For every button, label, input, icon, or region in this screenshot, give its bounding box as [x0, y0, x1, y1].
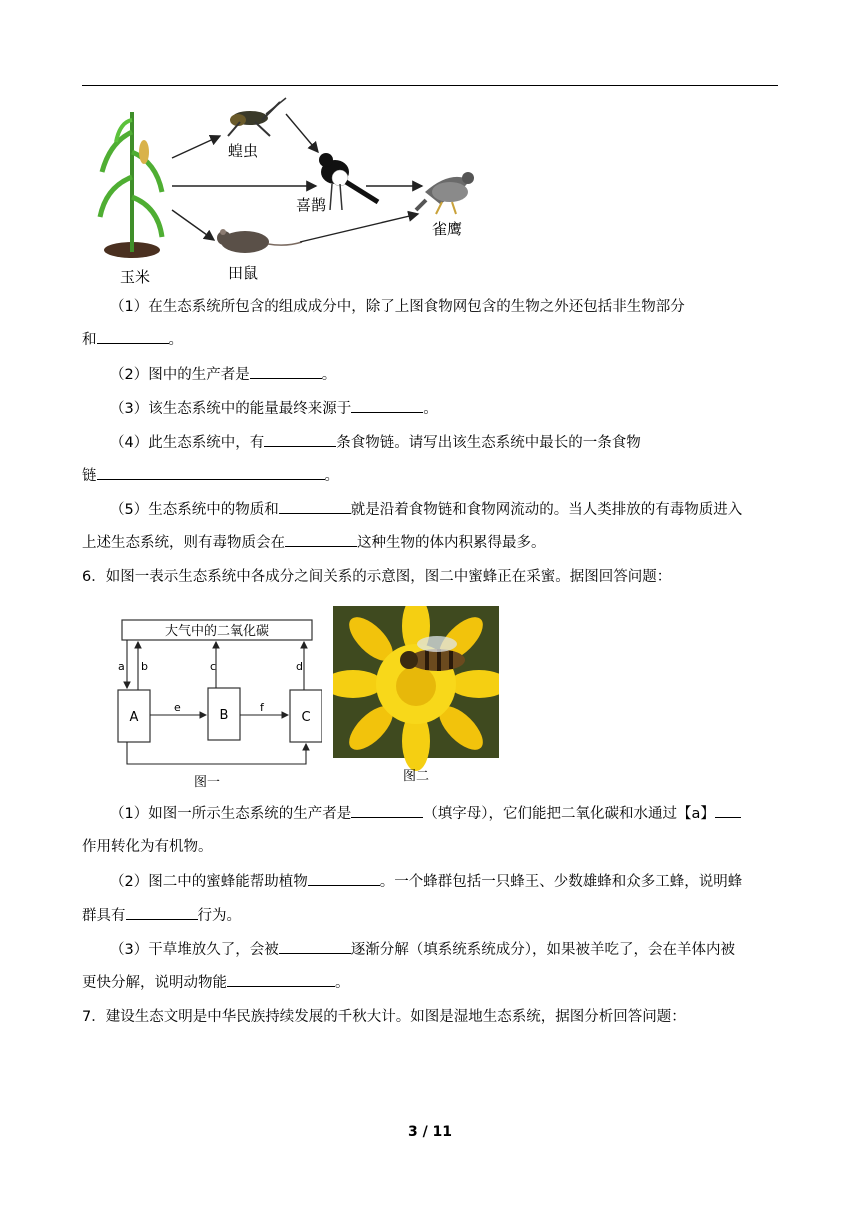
corn-icon: [100, 112, 162, 258]
bee-photo: [333, 606, 499, 784]
svg-text:C: C: [301, 710, 311, 725]
svg-text:B: B: [219, 708, 229, 723]
q5-part3: （3）该生态系统中的能量最终来源于 。: [110, 401, 438, 417]
answer-blank[interactable]: [351, 399, 423, 413]
answer-blank[interactable]: [285, 533, 357, 547]
q7-title: 7．建设生态文明是中华民族持续发展的千秋大计。如图是湿地生态系统，据图分析回答问题：: [82, 1009, 686, 1025]
answer-blank[interactable]: [97, 330, 169, 344]
flower-icon: [333, 606, 499, 771]
arrow-decomposer-return: [127, 742, 306, 764]
arrow-mouse-hawk: [300, 214, 418, 242]
header-rule: [82, 85, 778, 86]
mouse-icon: [217, 229, 302, 253]
svg-text:c: c: [210, 660, 217, 673]
q5-part4-line2: 链 。: [82, 468, 339, 484]
hawk-icon: [416, 172, 474, 214]
q5-part1-line1: （1）在生态系统所包含的组成成分中，除了上图食物网包含的生物之外还包括非生物部分: [110, 299, 685, 315]
q5-part5-line1: （5）生态系统中的物质和 就是沿着食物链和食物网流动的。当人类排放的有毒物质进入: [110, 502, 743, 518]
svg-text:f: f: [260, 701, 264, 714]
hawk-label: 雀鹰: [432, 220, 463, 238]
arrow-locust-magpie: [286, 114, 318, 152]
locust-icon: [228, 98, 286, 136]
answer-blank[interactable]: [308, 872, 380, 886]
answer-blank[interactable]: [264, 433, 336, 447]
svg-text:d: d: [296, 660, 303, 673]
q6-part2-line2: 群具有 行为。: [82, 908, 241, 924]
corn-label: 玉米: [120, 268, 151, 286]
svg-text:b: b: [141, 660, 148, 673]
q5-part1-line2: 和 。: [82, 332, 183, 348]
q6-part3-line1: （3）干草堆放久了，会被 逐渐分解（填系统系统成分），如果被羊吃了，会在羊体内被: [110, 942, 735, 958]
magpie-label: 喜鹊: [296, 196, 327, 214]
answer-blank[interactable]: [279, 940, 351, 954]
figure2-caption: 图二: [402, 769, 430, 784]
magpie-icon: [319, 153, 378, 210]
arrow-corn-locust: [172, 136, 220, 158]
arrow-corn-mouse: [172, 210, 214, 240]
svg-text:e: e: [174, 701, 181, 714]
q5-part4-line1: （4）此生态系统中，有 条食物链。请写出该生态系统中最长的一条食物: [110, 435, 641, 451]
figure1-caption: 图一: [193, 775, 221, 790]
answer-blank[interactable]: [715, 804, 741, 818]
q5-part5-line2: 上述生态系统，则有毒物质会在 这种生物的体内积累得最多。: [82, 535, 546, 551]
answer-blank[interactable]: [279, 500, 351, 514]
locust-label: 蝗虫: [228, 142, 259, 160]
q6-title: 6．如图一表示生态系统中各成分之间关系的示意图，图二中蜜蜂正在采蜜。据图回答问题：: [82, 569, 672, 585]
q6-part3-line2: 更快分解，说明动物能 。: [82, 975, 350, 991]
answer-blank[interactable]: [126, 906, 198, 920]
q5-part2: （2）图中的生产者是 。: [110, 367, 337, 383]
svg-text:A: A: [129, 710, 139, 725]
food-web-figure: [90, 92, 490, 292]
answer-blank[interactable]: [227, 973, 335, 987]
svg-text:a: a: [118, 660, 125, 673]
answer-blank[interactable]: [351, 804, 423, 818]
q6-part2-line1: （2）图二中的蜜蜂能帮助植物 。一个蜂群包括一只蜂王、少数雄蜂和众多工蜂，说明蜂: [110, 874, 743, 890]
ecosystem-diagram: [112, 612, 322, 790]
page-number: 3 / 11: [407, 1124, 453, 1140]
mouse-label: 田鼠: [228, 264, 259, 282]
answer-blank[interactable]: [250, 365, 322, 379]
answer-blank[interactable]: [97, 466, 325, 480]
q6-part1-line2: 作用转化为有机物。: [82, 839, 213, 855]
atmosphere-co2-label: 大气中的二氧化碳: [164, 624, 270, 639]
q6-part1-line1: （1）如图一所示生态系统的生产者是 （填字母），它们能把二氧化碳和水通过【a】: [110, 804, 741, 824]
